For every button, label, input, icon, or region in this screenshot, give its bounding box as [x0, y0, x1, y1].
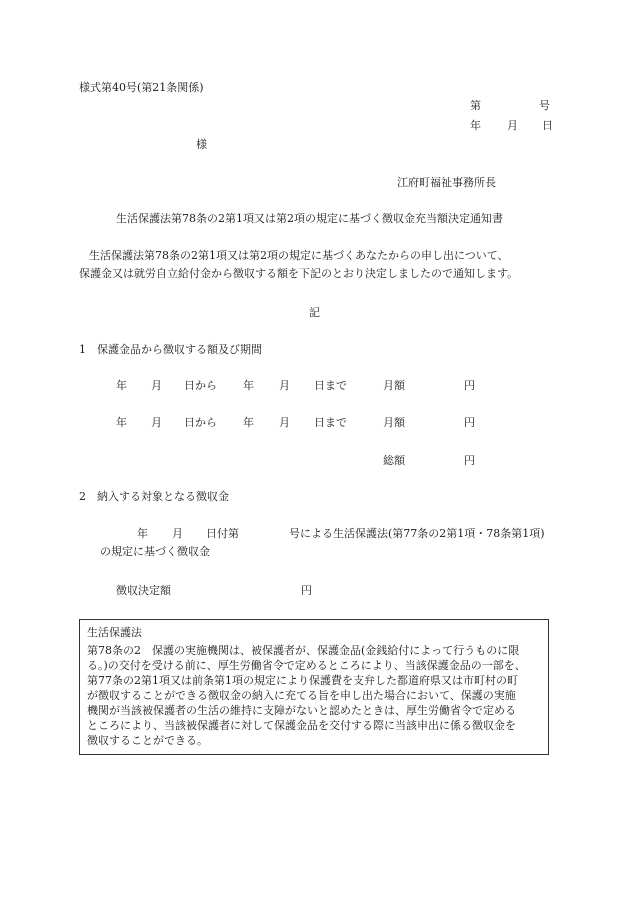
number-suffix: 号 [539, 99, 550, 112]
law-line: が徴収することができる徴収金の納入に充てる旨を申し出た場合において、保護の実施 [87, 689, 516, 702]
form-number: 様式第40号(第21条関係) [79, 81, 204, 94]
ki-heading: 記 [309, 306, 320, 319]
section2-month: 月 [172, 527, 183, 540]
row2-year1: 年 [116, 416, 127, 429]
row1-day-from: 日から [184, 379, 217, 392]
law-line: る。)の交付を受ける前に、厚生労働省令で定めるところにより、当該保護金品の一部を、 [87, 659, 526, 672]
law-line: 機関が当該被保護者の生活の維持に支障がないと認めたときは、厚生労働省令で定める [87, 704, 516, 717]
row2-month1: 月 [151, 416, 162, 429]
section2-line2: の規定に基づく徴収金 [100, 545, 210, 558]
law-line: 徴収することができる。 [87, 734, 208, 747]
row1-month2: 月 [279, 379, 290, 392]
issuer: 江府町福祉事務所長 [397, 176, 496, 189]
row2-unit: 円 [464, 416, 475, 429]
body-line-2: 保護金又は就労自立給付金から徴収する額を下記のとおり決定しましたので通知します。 [79, 267, 519, 280]
row2-year2: 年 [243, 416, 254, 429]
row1-month1: 月 [151, 379, 162, 392]
section2-year: 年 [137, 527, 148, 540]
total-unit: 円 [464, 454, 475, 467]
section2-dated-no: 日付第 [206, 527, 239, 540]
row2-month2: 月 [279, 416, 290, 429]
section1-heading: 1 保護金品から徴収する額及び期間 [79, 343, 262, 356]
law-line: 第77条の2第1項又は前条第1項の規定により保護費を支弁した都道府県又は市町村の町 [87, 674, 518, 687]
row1-day-to: 日まで [314, 379, 347, 392]
law-excerpt-box [79, 619, 549, 755]
body-line-1: 生活保護法第78条の2第1項又は第2項の規定に基づくあなたからの申し出について、 [89, 249, 509, 262]
amount-unit: 円 [301, 584, 312, 597]
amount-label: 徴収決定額 [116, 584, 171, 597]
row1-year2: 年 [243, 379, 254, 392]
total-label: 総額 [383, 454, 405, 467]
row1-label: 月額 [383, 379, 405, 392]
number-prefix: 第 [470, 99, 481, 112]
row2-day-to: 日まで [314, 416, 347, 429]
section2-line1-rest: 号による生活保護法(第77条の2第1項・78条第1項) [289, 527, 545, 540]
law-line: ところにより、当該被保護者に対して保護金品を交付する際に当該申出に係る徴収金を [87, 719, 516, 732]
row1-unit: 円 [464, 379, 475, 392]
law-line: 第78条の2 保護の実施機関は、被保護者が、保護金品(金銭給付によって行うものに限 [87, 644, 520, 657]
row2-label: 月額 [383, 416, 405, 429]
law-title: 生活保護法 [87, 626, 142, 639]
date-year: 年 [470, 119, 481, 132]
row2-day-from: 日から [184, 416, 217, 429]
document-title: 生活保護法第78条の2第1項又は第2項の規定に基づく徴収金充当額決定通知書 [116, 212, 503, 225]
row1-year1: 年 [116, 379, 127, 392]
date-month: 月 [507, 119, 518, 132]
addressee-suffix: 様 [196, 138, 207, 151]
date-day: 日 [542, 119, 553, 132]
section2-heading: 2 納入する対象となる徴収金 [79, 490, 229, 503]
